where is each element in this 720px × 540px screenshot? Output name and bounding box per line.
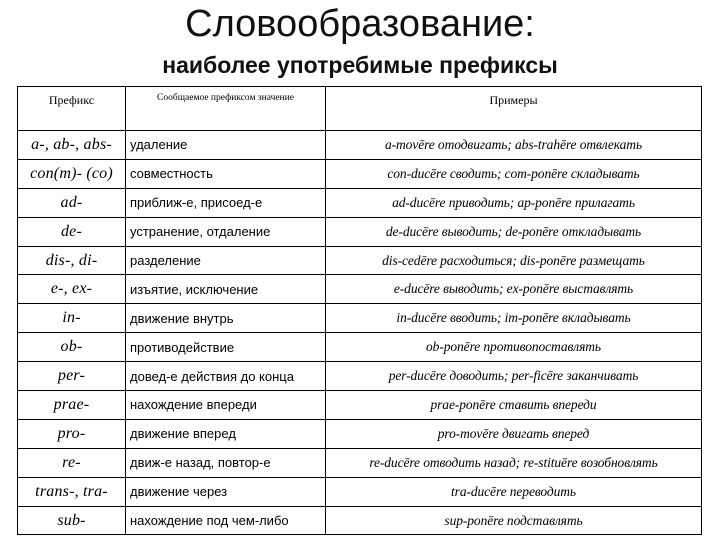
- table-header-row: [18, 87, 702, 131]
- table-row: [18, 188, 702, 217]
- table-row: [18, 477, 702, 506]
- meaning-cell: движение вперед: [126, 419, 326, 448]
- meaning-cell: устранение, отдаление: [126, 217, 326, 246]
- table-row: [18, 159, 702, 188]
- table-row: [18, 391, 702, 420]
- meaning-cell: движ-е назад, повтор-е: [126, 448, 326, 477]
- header-examples: Примеры: [326, 87, 702, 131]
- table-row: [18, 419, 702, 448]
- meaning-cell: изъятие, исключение: [126, 275, 326, 304]
- header-prefix: Префикс: [18, 87, 126, 131]
- meaning-cell: движение внутрь: [126, 304, 326, 333]
- prefix-cell: prae-: [18, 391, 126, 420]
- meaning-cell: совместность: [126, 159, 326, 188]
- prefix-cell: ob-: [18, 333, 126, 362]
- table-row: [18, 131, 702, 160]
- table-row: [18, 448, 702, 477]
- prefix-cell: in-: [18, 304, 126, 333]
- prefix-cell: per-: [18, 362, 126, 391]
- table-row: [18, 304, 702, 333]
- page-subtitle: наиболее употребимые префиксы: [162, 52, 558, 78]
- examples-cell: pro-movēre двигать вперед: [326, 419, 702, 448]
- examples-cell: de-ducēre выводить; de-ponēre откладывать: [326, 217, 702, 246]
- examples-cell: a-movēre отодвигать; abs-trahēre отвлекать: [326, 131, 702, 160]
- table-row: [18, 362, 702, 391]
- meaning-cell: удаление: [126, 131, 326, 160]
- prefix-cell: re-: [18, 448, 126, 477]
- prefix-cell: trans-, tra-: [18, 477, 126, 506]
- prefix-cell: de-: [18, 217, 126, 246]
- table-row: [18, 275, 702, 304]
- header-meaning: Сообщаемое префиксом значение: [126, 87, 326, 131]
- meaning-cell: довед-е действия до конца: [126, 362, 326, 391]
- prefix-cell: e-, ex-: [18, 275, 126, 304]
- prefix-cell: a-, ab-, abs-: [18, 131, 126, 160]
- examples-cell: con-ducēre сводить; com-ponēre складывать: [326, 159, 702, 188]
- prefix-cell: sub-: [18, 506, 126, 535]
- examples-cell: ob-ponēre противопоставлять: [326, 333, 702, 362]
- examples-cell: in-ducēre вводить; im-ponēre вкладывать: [326, 304, 702, 333]
- meaning-cell: нахождение под чем-либо: [126, 506, 326, 535]
- prefix-cell: con(m)- (co): [18, 159, 126, 188]
- page-title: Словообразование:: [185, 3, 535, 45]
- meaning-cell: разделение: [126, 246, 326, 275]
- examples-cell: e-ducēre выводить; ex-ponēre выставлять: [326, 275, 702, 304]
- meaning-cell: нахождение впереди: [126, 391, 326, 420]
- table-row: [18, 333, 702, 362]
- meaning-cell: движение через: [126, 477, 326, 506]
- examples-cell: dis-cedēre расходиться; dis-ponēre размещать: [326, 246, 702, 275]
- examples-cell: re-ducēre отводить назад; re-stituēre возобновлять: [326, 448, 702, 477]
- examples-cell: tra-ducēre переводить: [326, 477, 702, 506]
- examples-cell: ad-ducēre приводить; ap-ponēre прилагать: [326, 188, 702, 217]
- prefix-cell: dis-, di-: [18, 246, 126, 275]
- table-row: [18, 246, 702, 275]
- examples-cell: sup-ponēre подставлять: [326, 506, 702, 535]
- prefix-table: [17, 86, 702, 535]
- meaning-cell: приближ-е, присоед-е: [126, 188, 326, 217]
- table-row: [18, 217, 702, 246]
- examples-cell: per-ducēre доводить; per-ficēre заканчивать: [326, 362, 702, 391]
- table-row: [18, 506, 702, 535]
- prefix-cell: pro-: [18, 419, 126, 448]
- meaning-cell: противодействие: [126, 333, 326, 362]
- examples-cell: prae-ponēre ставить впереди: [326, 391, 702, 420]
- prefix-cell: ad-: [18, 188, 126, 217]
